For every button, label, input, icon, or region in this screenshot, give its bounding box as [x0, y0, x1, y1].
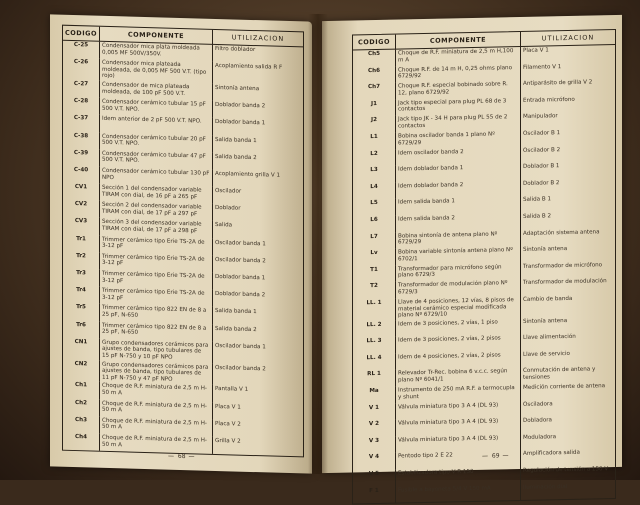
cell-usage: Dobladora	[523, 417, 552, 425]
right-components-table	[352, 29, 616, 505]
cell-code: Tr2	[63, 252, 99, 270]
cell-component: Condensador mica plata moldeada 0,005 MF 500V/350V.	[99, 41, 212, 62]
cell-component: Bobina oscilador banda 1 plano Nº 6729/29	[396, 130, 521, 149]
cell-component: Transformador de modulación plano Nº 6729/3	[396, 279, 521, 298]
cell-usage: Salida banda 2	[214, 153, 257, 161]
cell-code: RL 1	[353, 370, 396, 387]
cell-usage: Sintonía antena	[523, 246, 568, 254]
cell-code: Ch2	[63, 398, 99, 416]
cell-usage: Acoplamiento salida R F	[214, 63, 283, 72]
header-code: CODIGO	[353, 35, 396, 50]
cell-usage: Cambio de banda	[523, 295, 573, 303]
cell-component: Llave de 4 posiciones, 12 vías, 8 pisos de material cerámico especial modificada plano Nº 6729/10	[396, 296, 521, 320]
cell-usage: Conmutación de antena y tensiones	[523, 366, 596, 381]
book-gutter	[308, 14, 328, 474]
cell-component: Sección 3 del condensador variable TIRAM con dial, de 17 pF a 298 pF	[99, 218, 212, 238]
cell-component: Trimmer cerámico tipo 822 EN de 8 a 25 pF, N-650	[99, 304, 212, 324]
cell-component: Idem doblador banda 2	[396, 180, 521, 199]
cell-component: Choque de R.F. miniatura de 2,5 m H-50 m A	[99, 434, 212, 454]
cell-usage: Doblador B 1	[523, 163, 560, 171]
cell-code: C-27	[63, 80, 99, 98]
cell-usage: Oscilador B 1	[523, 130, 561, 137]
cell-component: Instrumento de 250 mA R.F. a termocupla y shunt	[396, 384, 521, 403]
cell-code: Tr3	[63, 269, 99, 287]
cell-code: T1	[353, 265, 396, 282]
cell-code: CN1	[63, 337, 99, 360]
cell-component: Condensador cerámico tubular 15 pF 500 V.T. NPO.	[99, 98, 212, 118]
cell-component: Trimmer cerámico tipo Erie TS-2A de 3-12 pF	[99, 235, 212, 255]
cell-code: Tr1	[63, 234, 99, 252]
cell-usage: Regulación de tensión a 150 V	[523, 466, 609, 474]
cell-code: Ch3	[63, 415, 99, 433]
left-components-table	[62, 25, 304, 458]
cell-usage: Grilla V 2	[214, 437, 241, 445]
cell-code: L6	[353, 216, 396, 233]
cell-usage: Transformador de modulación	[523, 278, 607, 287]
header-code: CODIGO	[63, 26, 99, 42]
cell-code: Ch5	[353, 49, 396, 67]
cell-component: Fusible a bayoneta 5/4 V 150 mA	[396, 484, 521, 503]
cell-usage: Llave de servicio	[523, 350, 570, 358]
cell-component: Trimmer cerámico tipo Erie TS-2A de 3-12 pF	[99, 287, 212, 307]
cell-component: Grupo condensadores cerámicos para ajustes de banda, tipo tubulares de 11 pF N-750 y 47 pF NPO	[99, 360, 212, 385]
cell-code: L7	[353, 232, 396, 249]
cell-code: Tr6	[63, 320, 99, 338]
cell-component: Choque de R.F. miniatura de 2,5 m H-50 m A	[99, 416, 212, 436]
cell-component: Sección 1 del condensador variable TIRAM con dial, de 16 pF a 265 pF	[99, 184, 212, 204]
right-page-number: — 69 —	[482, 452, 510, 460]
cell-component: Válvula miniatura tipo 3 A 4 (DL 93)	[396, 401, 521, 420]
cell-usage: Sintonía antena	[523, 317, 568, 325]
cell-component: Condensador cerámico tubular 130 pF NPO	[99, 167, 212, 187]
cell-usage: Salida banda 2	[214, 325, 257, 333]
cell-component: Trimmer cerámico tipo Erie TS-2A de 3-12 pF	[99, 270, 212, 290]
cell-usage: Placa V 2	[214, 420, 241, 428]
cell-usage: Placa V 1	[214, 403, 241, 411]
cell-component: Relevador Tr-Rec. bobina 6 v.c.c. según plano Nº 6041/1	[396, 367, 521, 386]
cell-code: T2	[353, 282, 396, 299]
cell-component: Pentodo tipo 2 E 22	[396, 450, 521, 469]
cell-code: J1	[353, 99, 396, 116]
header-component: COMPONENTE	[396, 32, 521, 49]
cell-component: Idem salida banda 1	[396, 196, 521, 215]
cell-code: J2	[353, 116, 396, 133]
cell-usage: Filtro doblador	[214, 45, 256, 54]
cell-usage: Placa V 1	[523, 47, 549, 54]
cell-component: Válvula miniatura tipo 3 A 4 (DL 93)	[396, 434, 521, 453]
cell-component: Choque R.F. de 14 m H, 0,25 ohms plano 6729/92	[396, 64, 521, 83]
header-component: COMPONENTE	[99, 27, 212, 45]
cell-usage: Adaptación sistema antena	[523, 228, 600, 237]
cell-usage: Manipulador	[523, 113, 558, 121]
cell-component: Idem anterior de 2 pF 500 V.T. NPO.	[99, 115, 212, 135]
cell-code: Ch7	[353, 83, 396, 100]
cell-usage: Oscilador	[214, 188, 242, 195]
cell-code: C-39	[63, 148, 99, 166]
cell-code: CV1	[63, 183, 99, 201]
cell-code: LL. 2	[353, 320, 396, 337]
cell-component: Estabilizadora tipo V R 150	[396, 467, 521, 486]
cell-code: L3	[353, 166, 396, 183]
cell-code: V 5	[353, 470, 396, 487]
cell-code: V 4	[353, 453, 396, 470]
cell-usage: Acoplamiento grilla V 1	[214, 170, 281, 179]
cell-usage: Pantalla V 1	[214, 386, 249, 394]
cell-code: V 3	[353, 436, 396, 453]
cell-component: Choque de R.F. miniatura de 2,5 m H-50 m A	[99, 382, 212, 402]
cell-code: Lv	[353, 249, 396, 266]
cell-component: Válvula miniatura tipo 3 A 4 (DL 93)	[396, 417, 521, 436]
cell-code: C-25	[63, 40, 99, 59]
cell-component: Choque R.F. especial bobinado sobre R. 12, plano 6729/92	[396, 80, 521, 99]
cell-usage: Antiparásito de grilla V 2	[523, 79, 593, 88]
cell-usage: Salida B 2	[523, 213, 552, 220]
cell-component: Condensador de mica plateada moldeada, de 100 pF 500 V.T.	[99, 81, 212, 101]
cell-component: Choque de R.F. miniatura de 2,5 m H-50 m A	[99, 399, 212, 419]
cell-code: L2	[353, 149, 396, 166]
cell-code: CV2	[63, 200, 99, 218]
cell-component: Idem doblador banda 1	[396, 163, 521, 182]
header-usage: UTILIZACION	[521, 30, 616, 46]
cell-component: Bobina sintonía de antena plano Nº 6729/29	[396, 230, 521, 249]
cell-component: Jack tipo especial para plug PL 68 de 3 contactos	[396, 97, 521, 116]
cell-code: C-26	[63, 58, 99, 81]
cell-code: C-37	[63, 114, 99, 132]
cell-component: Condensador cerámico tubular 47 pF 500 V.T. NPO.	[99, 149, 212, 169]
cell-usage: Doblador banda 2	[214, 102, 266, 110]
right-page	[322, 15, 622, 494]
cell-code: Tr5	[63, 303, 99, 321]
cell-code: C-40	[63, 166, 99, 184]
cell-usage: Doblador banda 2	[214, 291, 266, 299]
cell-usage: Oscilador banda 1	[214, 239, 266, 248]
cell-usage: Sintonía antena	[214, 84, 260, 93]
cell-code: V 2	[353, 420, 396, 437]
right-table-body	[353, 45, 615, 504]
cell-usage: Filamento V 1	[523, 63, 562, 71]
cell-usage: Oscilador banda 1	[214, 342, 266, 351]
cell-usage: Doblador B 2	[523, 179, 560, 187]
cell-usage: Osciladora	[523, 400, 553, 408]
cell-usage: Doblador	[214, 205, 241, 212]
cell-component: Sección 2 del condensador variable TIRAM con dial, de 17 pF a 297 pF	[99, 201, 212, 221]
cell-code: CN2	[63, 359, 99, 382]
cell-code: Ch6	[353, 66, 396, 83]
cell-component: Trimmer cerámico tipo 822 EN de 8 a 25 pF, N-650	[99, 321, 212, 341]
cell-code: Ch4	[63, 433, 99, 451]
cell-usage: Salida banda 1	[214, 136, 257, 144]
cell-component: Trimmer cerámico tipo Erie TS-2A de 3-12 pF	[99, 253, 212, 273]
left-page-number: — 68 —	[168, 452, 196, 461]
cell-usage: Medición corriente de antena	[523, 383, 606, 391]
cell-component: Condensador mica plateada moldeada, de 0,005 MF 500 V.T. (tipo rojo)	[99, 59, 212, 84]
cell-code: LL. 3	[353, 337, 396, 354]
cell-code: LL. 4	[353, 353, 396, 370]
cell-code: C-28	[63, 97, 99, 115]
cell-component: Transformador para micrófono según plano 6729/3	[396, 263, 521, 282]
cell-usage: Moduladora	[523, 434, 557, 441]
cell-code: Ch1	[63, 381, 99, 399]
cell-usage: Transformador de micrófono	[523, 261, 603, 270]
cell-code: L5	[353, 199, 396, 216]
cell-usage: Doblador banda 1	[214, 119, 266, 127]
cell-usage: Llave alimentación	[523, 334, 576, 342]
cell-usage: Doblador banda 1	[214, 273, 266, 282]
left-table-body	[63, 40, 303, 456]
cell-code: F 1	[353, 486, 396, 503]
cell-component: Bobina variable sintonía antena plano Nº 6702/1	[396, 246, 521, 265]
cell-usage: Salida banda 1	[214, 308, 257, 316]
cell-component: Idem de 3 posiciones, 2 vías, 2 pisos	[396, 334, 521, 353]
cell-usage: Oscilador banda 2	[214, 364, 266, 372]
cell-component: Idem de 4 posiciones, 2 vías, 2 pisos	[396, 351, 521, 370]
cell-code: C-38	[63, 131, 99, 149]
cell-code: CV3	[63, 217, 99, 235]
header-usage: UTILIZACION	[212, 30, 303, 47]
cell-usage: Iluminación dial	[523, 483, 568, 491]
cell-usage: Salida B 1	[523, 196, 552, 204]
cell-code: L1	[353, 133, 396, 150]
cell-component: Idem salida banda 2	[396, 213, 521, 232]
cell-code: Ma	[353, 387, 396, 404]
cell-component: Grupo condensadores cerámicos para ajustes de banda, tipo tubulares de 15 pF N-750 y 10 pF NPO	[99, 339, 212, 364]
cell-code: LL. 1	[353, 299, 396, 322]
cell-component: Idem oscilador banda 2	[396, 147, 521, 166]
left-page	[50, 14, 312, 473]
cell-code: Tr4	[63, 286, 99, 304]
cell-code: L4	[353, 182, 396, 199]
cell-usage: Entrada micrófono	[523, 96, 575, 104]
cell-code: V 1	[353, 403, 396, 420]
cell-usage: Oscilador banda 2	[214, 256, 266, 265]
cell-component: Jack tipo JK - 34 H para plug PL 55 de 2 contactos	[396, 113, 521, 132]
cell-usage: Amplificadora salida	[523, 450, 580, 458]
cell-usage: Oscilador B 2	[523, 146, 561, 154]
cell-component: Condensador cerámico tubular 20 pF 500 V.T. NPO.	[99, 132, 212, 152]
cell-component: Choque de R.F. miniatura de 2,5 m H,100 m A	[396, 46, 521, 66]
cell-component: Idem de 3 posiciones, 2 vías, 1 piso	[396, 318, 521, 337]
cell-usage: Salida	[214, 222, 233, 229]
